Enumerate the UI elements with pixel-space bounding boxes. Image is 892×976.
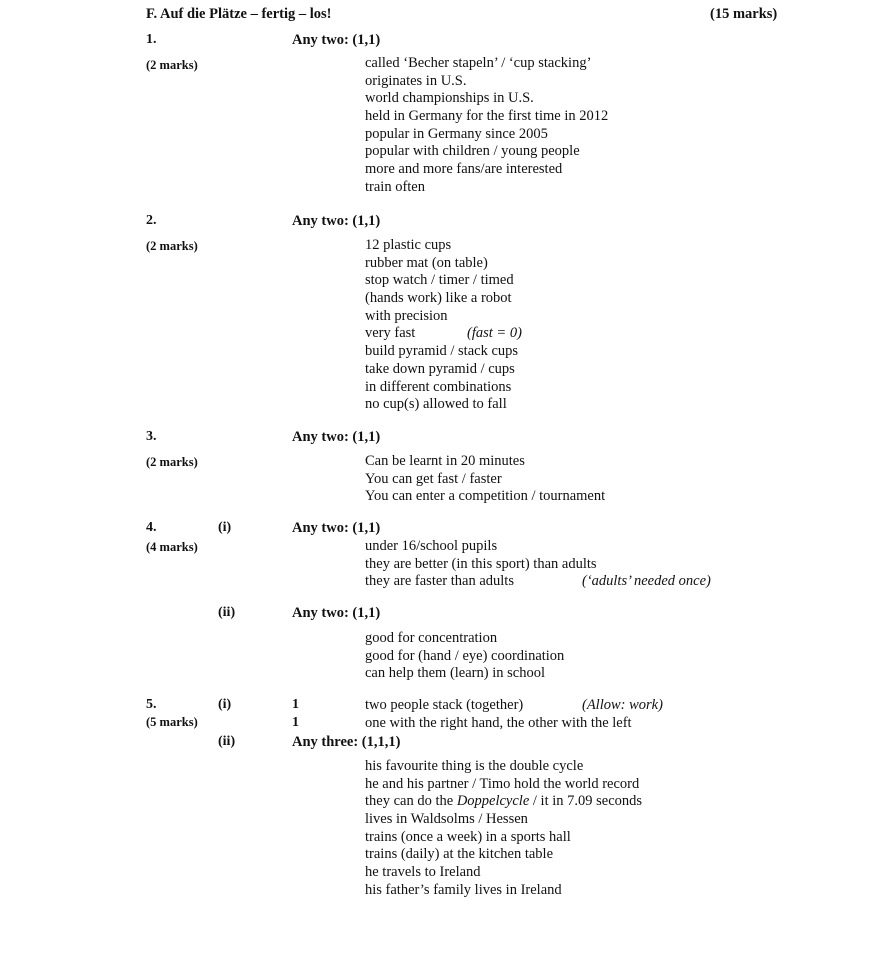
answer-line: they are better (in this sport) than adults	[365, 555, 597, 572]
answer-note: (fast = 0)	[467, 325, 522, 342]
answer-line: held in Germany for the first time in 2012	[365, 108, 609, 125]
answer-line: You can get fast / faster	[365, 470, 502, 487]
question-5-part-ii-instruction: Any three: (1,1,1)	[292, 734, 401, 750]
answer-line: popular in Germany since 2005	[365, 125, 548, 142]
question-1-instruction: Any two: (1,1)	[292, 32, 381, 48]
answer-line: under 16/school pupils	[365, 538, 498, 554]
question-2-answer-list	[365, 237, 522, 414]
answer-line	[365, 325, 522, 343]
answer-line: called ‘Becher stapeln’ / ‘cup stacking’	[365, 55, 592, 71]
answer-line	[365, 793, 642, 811]
question-5-part-ii-label: (ii)	[218, 734, 236, 749]
question-4-part-ii-answer-list	[365, 630, 564, 683]
question-1-number: 1.	[146, 32, 157, 47]
answer-italic-term: Doppelcycle	[456, 793, 530, 810]
question-4-part-ii-instruction: Any two: (1,1)	[292, 605, 381, 621]
question-2-marks: (2 marks)	[146, 239, 198, 253]
question-1-answer-list	[365, 55, 608, 197]
question-3-marks: (2 marks)	[146, 455, 198, 469]
question-4-number: 4.	[146, 520, 157, 535]
answer-line: his favourite thing is the double cycle	[365, 758, 584, 774]
question-5-part-i-mark-2: 1	[292, 715, 299, 730]
question-4-marks: (4 marks)	[146, 540, 198, 554]
answer-line: stop watch / timer / timed	[365, 272, 514, 289]
answer-line: can help them (learn) in school	[365, 665, 545, 682]
question-4-part-ii-label: (ii)	[218, 605, 236, 620]
question-2-instruction: Any two: (1,1)	[292, 213, 381, 229]
answer-line: good for (hand / eye) coordination	[365, 647, 565, 664]
question-5-part-ii-answer-list	[365, 758, 642, 900]
answer-line	[365, 573, 711, 591]
question-5-part-i-answer-list	[365, 697, 663, 732]
answer-line: Can be learnt in 20 minutes	[365, 453, 525, 469]
answer-line: one with the right hand, the other with the left	[365, 714, 632, 731]
answer-line: take down pyramid / cups	[365, 360, 515, 377]
answer-line: build pyramid / stack cups	[365, 343, 519, 360]
question-1-marks: (2 marks)	[146, 58, 198, 72]
question-2-number: 2.	[146, 213, 157, 228]
question-5-part-i-label: (i)	[218, 697, 232, 712]
answer-line: rubber mat (on table)	[365, 254, 488, 271]
answer-line: You can enter a competition / tournament	[365, 488, 606, 505]
question-5-number: 5.	[146, 697, 157, 712]
question-5-marks: (5 marks)	[146, 715, 198, 729]
answer-line: no cup(s) allowed to fall	[365, 396, 507, 413]
answer-line: 12 plastic cups	[365, 237, 452, 253]
answer-note: (‘adults’ needed once)	[582, 573, 711, 590]
question-4-part-i-answer-list	[365, 538, 711, 591]
answer-line: trains (daily) at the kitchen table	[365, 846, 554, 863]
answer-text-tail: / it in 7.09 seconds	[529, 793, 643, 810]
question-3-instruction: Any two: (1,1)	[292, 429, 381, 445]
question-3-answer-list	[365, 453, 605, 506]
answer-line: trains (once a week) in a sports hall	[365, 828, 571, 845]
answer-line: good for concentration	[365, 630, 498, 646]
answer-line: he and his partner / Timo hold the world record	[365, 775, 640, 792]
answer-text: two people stack (together)	[365, 697, 524, 713]
answer-text: very fast	[365, 325, 416, 342]
section-title: F. Auf die Plätze – fertig – los!	[146, 6, 332, 22]
answer-line: more and more fans/are interested	[365, 161, 563, 178]
answer-line: train often	[365, 178, 425, 195]
answer-line: with precision	[365, 307, 448, 324]
question-4-part-i-instruction: Any two: (1,1)	[292, 520, 381, 536]
answer-text: they can do the	[365, 793, 457, 810]
question-3-number: 3.	[146, 429, 157, 444]
answer-line: (hands work) like a robot	[365, 290, 512, 307]
answer-line	[365, 697, 663, 715]
question-5-part-i-mark-1: 1	[292, 697, 299, 712]
answer-line: world championships in U.S.	[365, 90, 534, 107]
question-4-part-i-label: (i)	[218, 520, 232, 535]
answer-line: his father’s family lives in Ireland	[365, 881, 562, 898]
answer-line: originates in U.S.	[365, 72, 467, 89]
answer-line: lives in Waldsolms / Hessen	[365, 811, 528, 828]
answer-line: he travels to Ireland	[365, 864, 481, 881]
answer-text: they are faster than adults	[365, 573, 514, 590]
answer-line: in different combinations	[365, 378, 512, 395]
answer-note: (Allow: work)	[582, 697, 663, 713]
section-total-marks: (15 marks)	[710, 6, 778, 22]
answer-line: popular with children / young people	[365, 143, 580, 160]
